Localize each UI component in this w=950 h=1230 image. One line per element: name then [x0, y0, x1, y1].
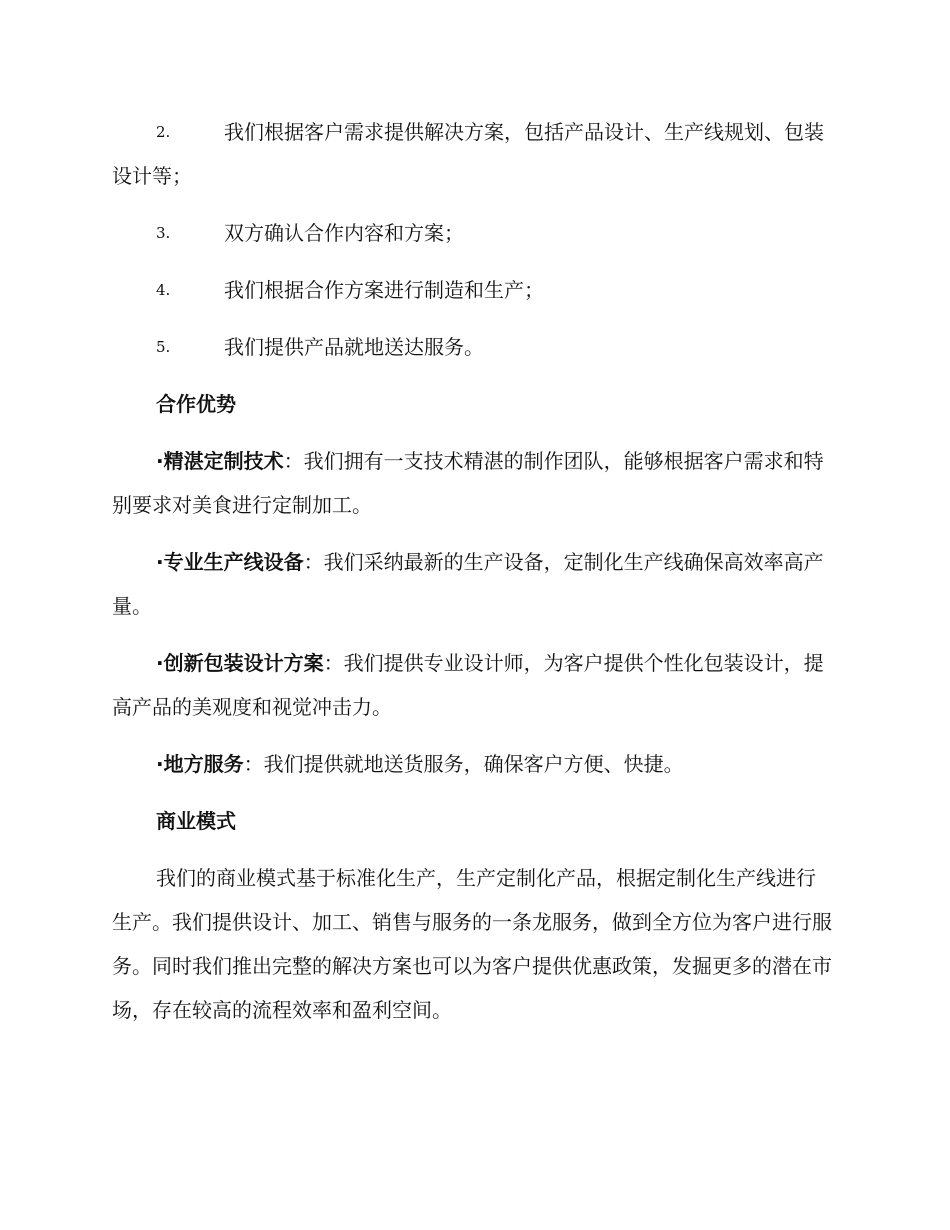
list-item-text: 双方确认合作内容和方案； [224, 221, 464, 245]
advantage-item [112, 742, 832, 786]
bullet-glyph: · [156, 550, 164, 574]
advantage-text: ：我们提供就地送货服务，确保客户方便、快捷。 [243, 752, 684, 776]
advantage-label: 创新包装设计方案 [163, 651, 324, 675]
advantage-label: 精湛定制技术 [163, 449, 284, 473]
document-body [112, 110, 832, 1032]
advantage-item [112, 540, 832, 628]
list-number: 2. [156, 123, 171, 141]
advantage-item [112, 439, 832, 527]
bullet-glyph: · [156, 449, 164, 473]
section-heading-business-model: 商业模式 [156, 809, 236, 833]
list-item-text: 我们根据客户需求提供解决方案，包括产品设计、生产线规划、包装设计等； [112, 120, 824, 188]
list-number: 3. [156, 224, 171, 242]
advantage-label: 专业生产线设备 [163, 550, 304, 574]
business-model-paragraph: 我们的商业模式基于标准化生产，生产定制化产品，根据定制化生产线进行生产。我们提供设计、加工、销售与服务的一条龙服务，做到全方位为客户进行服务。同时我们推出完整的解决方案也可以为客户提供优惠政策，发掘更多的潜在市场，存在较高的流程效率和盈利空间。 [112, 866, 832, 1022]
advantage-text: ：我们提供专业设计师，为客户提供个性化包装设计，提高产品的美观度和视觉冲击力。 [112, 651, 824, 719]
list-number: 4. [156, 281, 171, 299]
advantage-item [112, 641, 832, 729]
advantage-text: ：我们采纳最新的生产设备，定制化生产线确保高效率高产量。 [112, 550, 824, 618]
list-item-step-5 [112, 325, 832, 369]
advantage-label: 地方服务 [163, 752, 244, 776]
advantage-text: ：我们拥有一支技术精湛的制作团队，能够根据客户需求和特别要求对美食进行定制加工。 [112, 449, 824, 517]
list-item-text: 我们根据合作方案进行制造和生产； [224, 278, 544, 302]
list-item-text: 我们提供产品就地送达服务。 [224, 335, 484, 359]
list-item-step-4 [112, 268, 832, 312]
list-item-step-3 [112, 211, 832, 255]
list-number: 5. [156, 338, 171, 356]
bullet-glyph: · [156, 752, 164, 776]
bullet-glyph: · [156, 651, 164, 675]
list-item-step-2 [112, 110, 832, 198]
section-heading-advantages: 合作优势 [156, 392, 236, 416]
